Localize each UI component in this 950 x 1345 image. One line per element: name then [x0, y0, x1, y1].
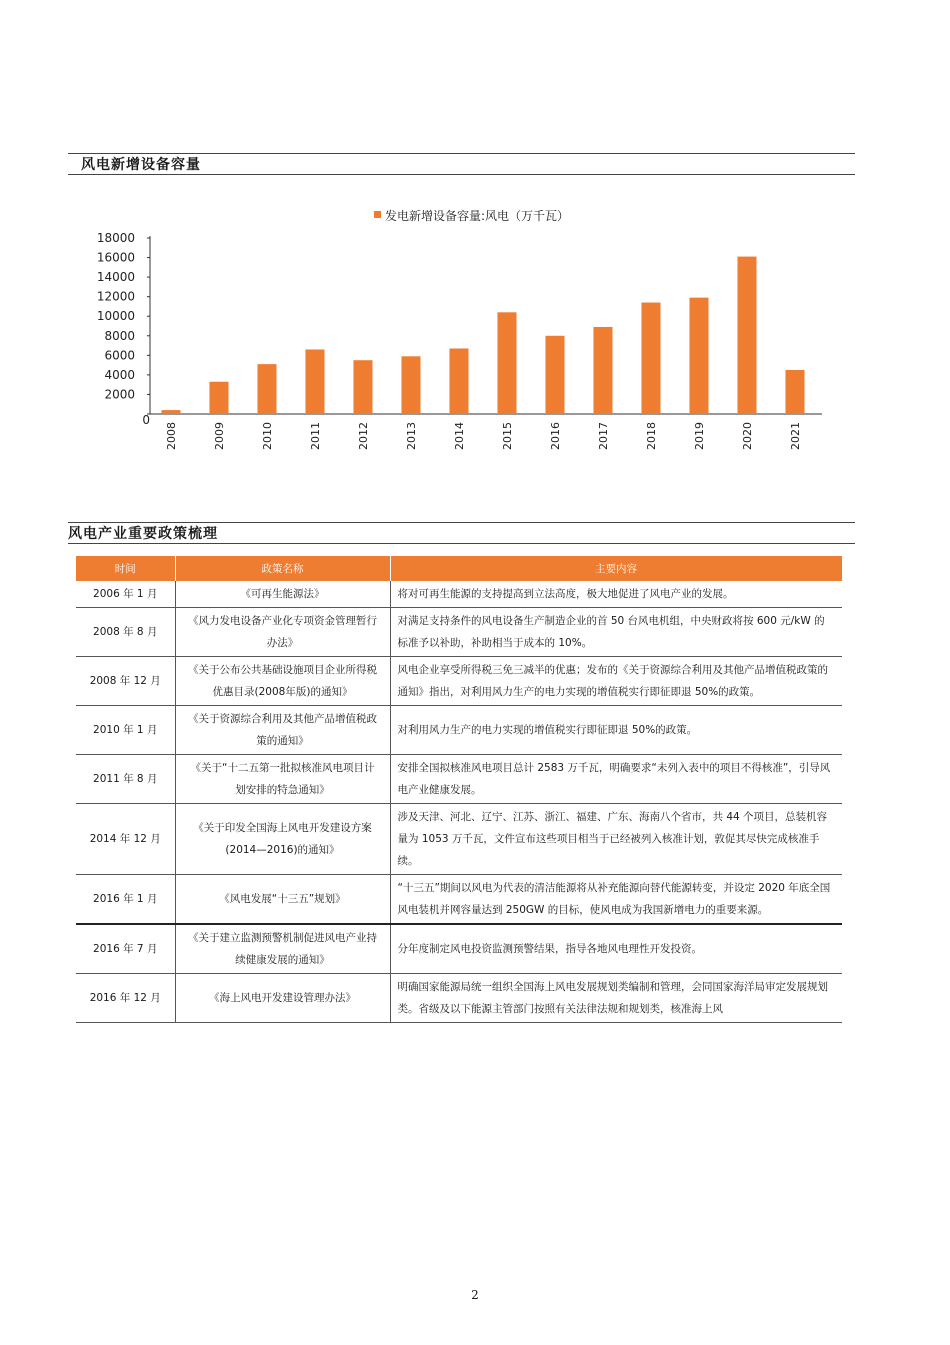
bar-2017	[594, 327, 613, 414]
page-number: 2	[471, 1288, 479, 1302]
row-policy-name: 《海上风电开发建设管理办法》	[175, 974, 390, 1023]
row-time: 2014 年 12 月	[76, 804, 175, 875]
x-tick-label: 2011	[309, 422, 322, 450]
bar-2012	[354, 360, 373, 414]
header-time: 时间	[76, 556, 175, 581]
bar-2009	[210, 382, 229, 414]
table-row	[76, 924, 842, 974]
x-tick-label: 2018	[645, 422, 658, 450]
legend-label: 发电新增设备容量:风电（万千瓦）	[385, 209, 570, 223]
table-row	[76, 657, 842, 706]
bar-2013	[402, 356, 421, 414]
wind-capacity-bar-chart	[80, 200, 840, 470]
table-row	[76, 706, 842, 755]
bar-2016	[546, 336, 565, 414]
x-tick-label: 2021	[789, 422, 802, 450]
x-tick-label: 2009	[213, 422, 226, 450]
x-tick-label: 2008	[165, 422, 178, 450]
table-row	[76, 755, 842, 804]
y-tick-label: 12000	[96, 289, 135, 304]
x-tick-label: 2014	[453, 422, 466, 450]
row-policy-name: 《可再生能源法》	[175, 581, 390, 608]
row-time: 2016 年 7 月	[76, 924, 175, 974]
row-main-content: 涉及天津、河北、辽宁、江苏、浙江、福建、广东、海南八个省市，共 44 个项目，总装机容量为 1053 万千瓦，文件宣布这些项目相当于已经被列入核准计划，敦促其尽快完成核准手续。	[390, 804, 842, 875]
y-tick-label: 16000	[96, 250, 135, 265]
bar-2011	[306, 349, 325, 414]
x-tick-label: 2016	[549, 422, 562, 450]
bar-2018	[642, 303, 661, 414]
row-time: 2010 年 1 月	[76, 706, 175, 755]
bar-2008	[162, 410, 181, 414]
table-row	[76, 581, 842, 608]
row-policy-name: 《关于资源综合利用及其他产品增值税政策的通知》	[175, 706, 390, 755]
table-header-row	[76, 556, 842, 581]
bar-2019	[690, 298, 709, 414]
y-tick-label: 6000	[104, 348, 135, 363]
row-main-content: 对利用风力生产的电力实现的增值税实行即征即退 50%的政策。	[390, 706, 842, 755]
row-main-content: 风电企业享受所得税三免三减半的优惠；发布的《关于资源综合利用及其他产品增值税政策的通知》指出，对利用风力生产的电力实现的增值税实行即征即退 50%的政策。	[390, 657, 842, 706]
row-policy-name: 《关于印发全国海上风电开发建设方案(2014—2016)的通知》	[175, 804, 390, 875]
policy-table	[76, 556, 843, 1023]
x-tick-label: 2015	[501, 422, 514, 450]
header-main-content: 主要内容	[390, 556, 842, 581]
bar-2015	[498, 312, 517, 414]
row-policy-name: 《风力发电设备产业化专项资金管理暂行办法》	[175, 608, 390, 657]
row-main-content: 将对可再生能源的支持提高到立法高度，极大地促进了风电产业的发展。	[390, 581, 842, 608]
chart-section-title: 风电新增设备容量	[68, 153, 855, 175]
row-time: 2006 年 1 月	[76, 581, 175, 608]
x-tick-label: 2013	[405, 422, 418, 450]
y-tick-label: 2000	[104, 387, 135, 402]
bar-2020	[738, 257, 757, 414]
y-tick-label: 0	[142, 413, 150, 427]
x-tick-label: 2017	[597, 422, 610, 450]
row-main-content: “十三五”期间以风电为代表的清洁能源将从补充能源向替代能源转变，并设定 2020 年底全国风电装机并网容量达到 250GW 的目标，使风电成为我国新增电力的重要来源。	[390, 875, 842, 925]
y-tick-label: 8000	[104, 328, 135, 343]
header-policy-name: 政策名称	[175, 556, 390, 581]
table-row	[76, 875, 842, 925]
table-row	[76, 974, 842, 1023]
row-main-content: 明确国家能源局统一组织全国海上风电发展规划类编制和管理，会同国家海洋局审定发展规划类。省级及以下能源主管部门按照有关法律法规和规划类，核准海上风	[390, 974, 842, 1023]
row-time: 2008 年 8 月	[76, 608, 175, 657]
legend-swatch	[374, 211, 381, 218]
row-policy-name: 《关于建立监测预警机制促进风电产业持续健康发展的通知》	[175, 924, 390, 974]
row-time: 2008 年 12 月	[76, 657, 175, 706]
bar-2021	[786, 370, 805, 414]
table-row	[76, 804, 842, 875]
row-policy-name: 《风电发展“十三五”规划》	[175, 875, 390, 925]
row-policy-name: 《关于公布公共基础设施项目企业所得税优惠目录(2008年版)的通知》	[175, 657, 390, 706]
y-tick-label: 18000	[96, 231, 135, 245]
row-time: 2016 年 1 月	[76, 875, 175, 925]
bar-2014	[450, 348, 469, 414]
bar-2010	[258, 364, 277, 414]
row-main-content: 分年度制定风电投资监测预警结果，指导各地风电理性开发投资。	[390, 924, 842, 974]
row-main-content: 对满足支持条件的风电设备生产制造企业的首 50 台风电机组，中央财政将按 600 元/kW 的标准予以补助，补助相当于成本的 10%。	[390, 608, 842, 657]
row-time: 2016 年 12 月	[76, 974, 175, 1023]
x-tick-label: 2010	[261, 422, 274, 450]
x-tick-label: 2019	[693, 422, 706, 450]
x-tick-label: 2012	[357, 422, 370, 450]
row-policy-name: 《关于“十二五第一批拟核准风电项目计划安排的特急通知》	[175, 755, 390, 804]
y-tick-label: 10000	[96, 309, 135, 324]
y-tick-label: 4000	[104, 367, 135, 382]
table-row	[76, 608, 842, 657]
row-time: 2011 年 8 月	[76, 755, 175, 804]
row-main-content: 安排全国拟核准风电项目总计 2583 万千瓦，明确要求“未列入表中的项目不得核准”，引导风电产业健康发展。	[390, 755, 842, 804]
y-tick-label: 14000	[96, 270, 135, 285]
table-section-title: 风电产业重要政策梳理	[68, 522, 855, 544]
x-tick-label: 2020	[741, 422, 754, 450]
